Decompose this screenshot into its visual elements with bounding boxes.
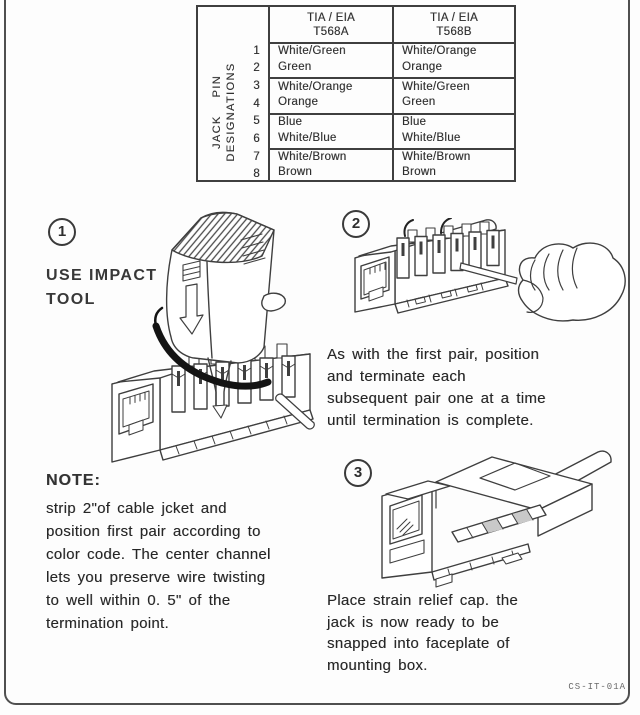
note-line: position first pair according to [46, 523, 261, 540]
wire-color: White/Brown [278, 150, 347, 163]
row-axis-label-line2: DESIGNATIONS [225, 62, 237, 162]
pin-number: 6 [253, 133, 260, 145]
table-cell-t568b-pair4 [394, 148, 520, 182]
step1-number-badge: 1 [48, 218, 76, 246]
pin-number: 2 [253, 62, 260, 74]
wire-color: Green [402, 96, 436, 108]
wire-color: White/Green [278, 45, 346, 57]
note-line: strip 2"of cable jcket and [46, 500, 227, 517]
row-axis-label-line1: JACK PIN [211, 74, 223, 150]
step3-line: mounting box. [327, 656, 428, 674]
pin-number: 5 [253, 115, 260, 127]
wire-color: White/Orange [278, 80, 353, 93]
wire-color: Orange [402, 60, 443, 73]
impact-tool-on-jack-illustration [104, 206, 316, 464]
pin-number: 4 [253, 98, 260, 110]
column-header-t568a [270, 7, 392, 42]
pin-number: 7 [253, 151, 260, 163]
step3-instructions [327, 590, 518, 676]
header-standard-code: T568A [313, 25, 349, 38]
table-cell-t568b-pair2 [394, 77, 520, 113]
note-line: to well within 0. 5" of the [46, 592, 231, 609]
wire-color: Green [278, 60, 312, 73]
note-line: color code. The center channel [46, 546, 271, 563]
table-cell-t568a-pair4 [270, 148, 396, 182]
step2-number-badge: 2 [342, 210, 370, 238]
wire-color: White/Orange [402, 45, 477, 57]
strain-relief-cap-illustration [352, 444, 630, 590]
wire-color: Blue [402, 116, 427, 128]
wire-color: White/Brown [402, 150, 471, 163]
table-cell-t568a-pair1 [270, 42, 396, 77]
wire-color: Brown [402, 166, 437, 178]
step1-label-line1: USE IMPACT [46, 267, 158, 284]
step2-line: until termination is complete. [327, 412, 534, 429]
step3-line: Place strain relief cap. the [327, 592, 518, 609]
table-cell-t568b-pair3 [394, 113, 520, 148]
step2-line: and terminate each [327, 368, 466, 385]
pin-number: 3 [253, 80, 260, 92]
header-standard-name: TIA / EIA [306, 11, 356, 24]
step1-label-line2: TOOL [46, 291, 96, 308]
note-line: termination point. [46, 615, 169, 632]
document-code: CS-IT-01A [568, 682, 626, 692]
wire-color: Brown [278, 166, 313, 178]
wire-color: Orange [278, 96, 319, 108]
step3-line: snapped into faceplate of [327, 635, 510, 652]
header-standard-name: TIA / EIA [429, 11, 479, 24]
wire-color: Blue [278, 116, 303, 128]
wire-color: White/Blue [278, 131, 337, 144]
wire-color: White/Green [402, 80, 470, 93]
header-standard-code: T568B [436, 25, 472, 38]
step3-line: jack is now ready to be [327, 613, 499, 631]
wire-color: White/Blue [402, 131, 461, 144]
pinout-table [196, 5, 516, 182]
step3-number-badge: 3 [344, 459, 372, 487]
step2-instructions [327, 344, 546, 432]
table-cell-t568a-pair2 [270, 77, 396, 113]
note-title: NOTE: [46, 472, 101, 489]
note-line: lets you preserve wire twisting [46, 569, 266, 586]
pin-number: 1 [253, 45, 260, 57]
column-header-t568b [394, 7, 514, 42]
pin-number: 8 [253, 168, 260, 180]
table-cell-t568a-pair3 [270, 113, 396, 148]
step2-line: subsequent pair one at a time [327, 390, 546, 407]
step2-line: As with the first pair, position [327, 346, 540, 363]
note-text [46, 497, 271, 635]
table-cell-t568b-pair1 [394, 42, 520, 77]
terminate-pairs-hand-illustration [345, 218, 630, 336]
